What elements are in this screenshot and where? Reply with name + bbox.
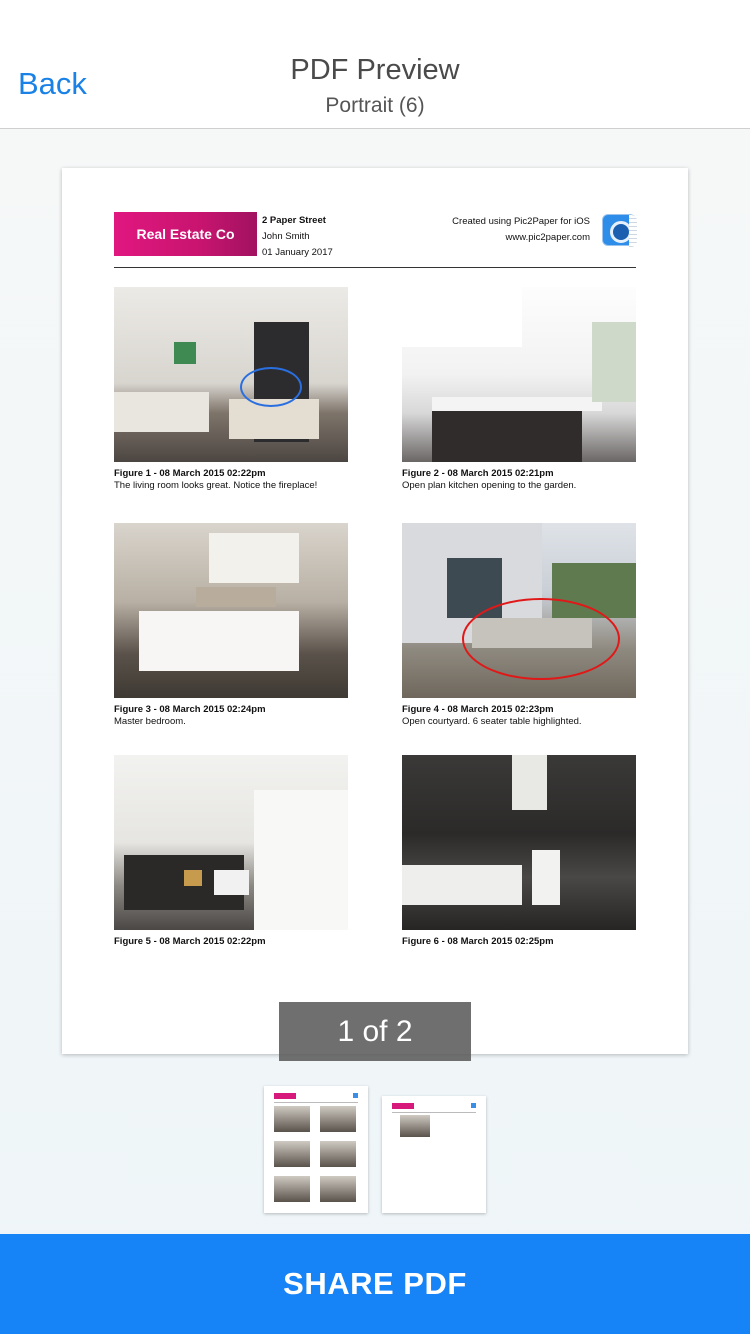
figure-1-caption: The living room looks great. Notice the fireplace! (114, 480, 318, 491)
page-indicator: 1 of 2 (279, 1002, 471, 1061)
figure-3-caption: Master bedroom. (114, 716, 186, 727)
figure-2-caption: Open plan kitchen opening to the garden. (402, 480, 577, 491)
figure-1-title: Figure 1 - 08 March 2015 02:22pm (114, 468, 266, 479)
figure-3-photo (114, 523, 348, 698)
address-line: 2 Paper Street (262, 215, 326, 226)
figure-4-title: Figure 4 - 08 March 2015 02:23pm (402, 704, 554, 715)
page-thumbnail-2[interactable] (382, 1096, 486, 1213)
company-logo: Real Estate Co (114, 212, 257, 256)
app-icon (602, 214, 636, 246)
page-title: PDF Preview (290, 54, 460, 86)
figure-2-photo (402, 287, 636, 462)
date-line: 01 January 2017 (262, 247, 333, 258)
figure-5-title: Figure 5 - 08 March 2015 02:22pm (114, 936, 266, 947)
figure-4-photo (402, 523, 636, 698)
website-line: www.pic2paper.com (505, 232, 590, 243)
pdf-page-preview[interactable] (62, 168, 688, 1054)
nav-bar (0, 0, 750, 129)
figure-2-title: Figure 2 - 08 March 2015 02:21pm (402, 468, 554, 479)
page-thumbnail-1[interactable] (264, 1086, 368, 1213)
credit-line: Created using Pic2Paper for iOS (452, 216, 590, 227)
figure-6-title: Figure 6 - 08 March 2015 02:25pm (402, 936, 554, 947)
figure-1-photo (114, 287, 348, 462)
share-pdf-button[interactable]: SHARE PDF (0, 1234, 750, 1334)
header-divider (114, 267, 636, 268)
back-button[interactable]: Back (18, 66, 87, 101)
figure-6-photo (402, 755, 636, 930)
page-subtitle: Portrait (6) (325, 94, 425, 117)
figure-4-caption: Open courtyard. 6 seater table highlighted. (402, 716, 582, 727)
name-line: John Smith (262, 231, 310, 242)
figure-3-title: Figure 3 - 08 March 2015 02:24pm (114, 704, 266, 715)
figure-5-photo (114, 755, 348, 930)
